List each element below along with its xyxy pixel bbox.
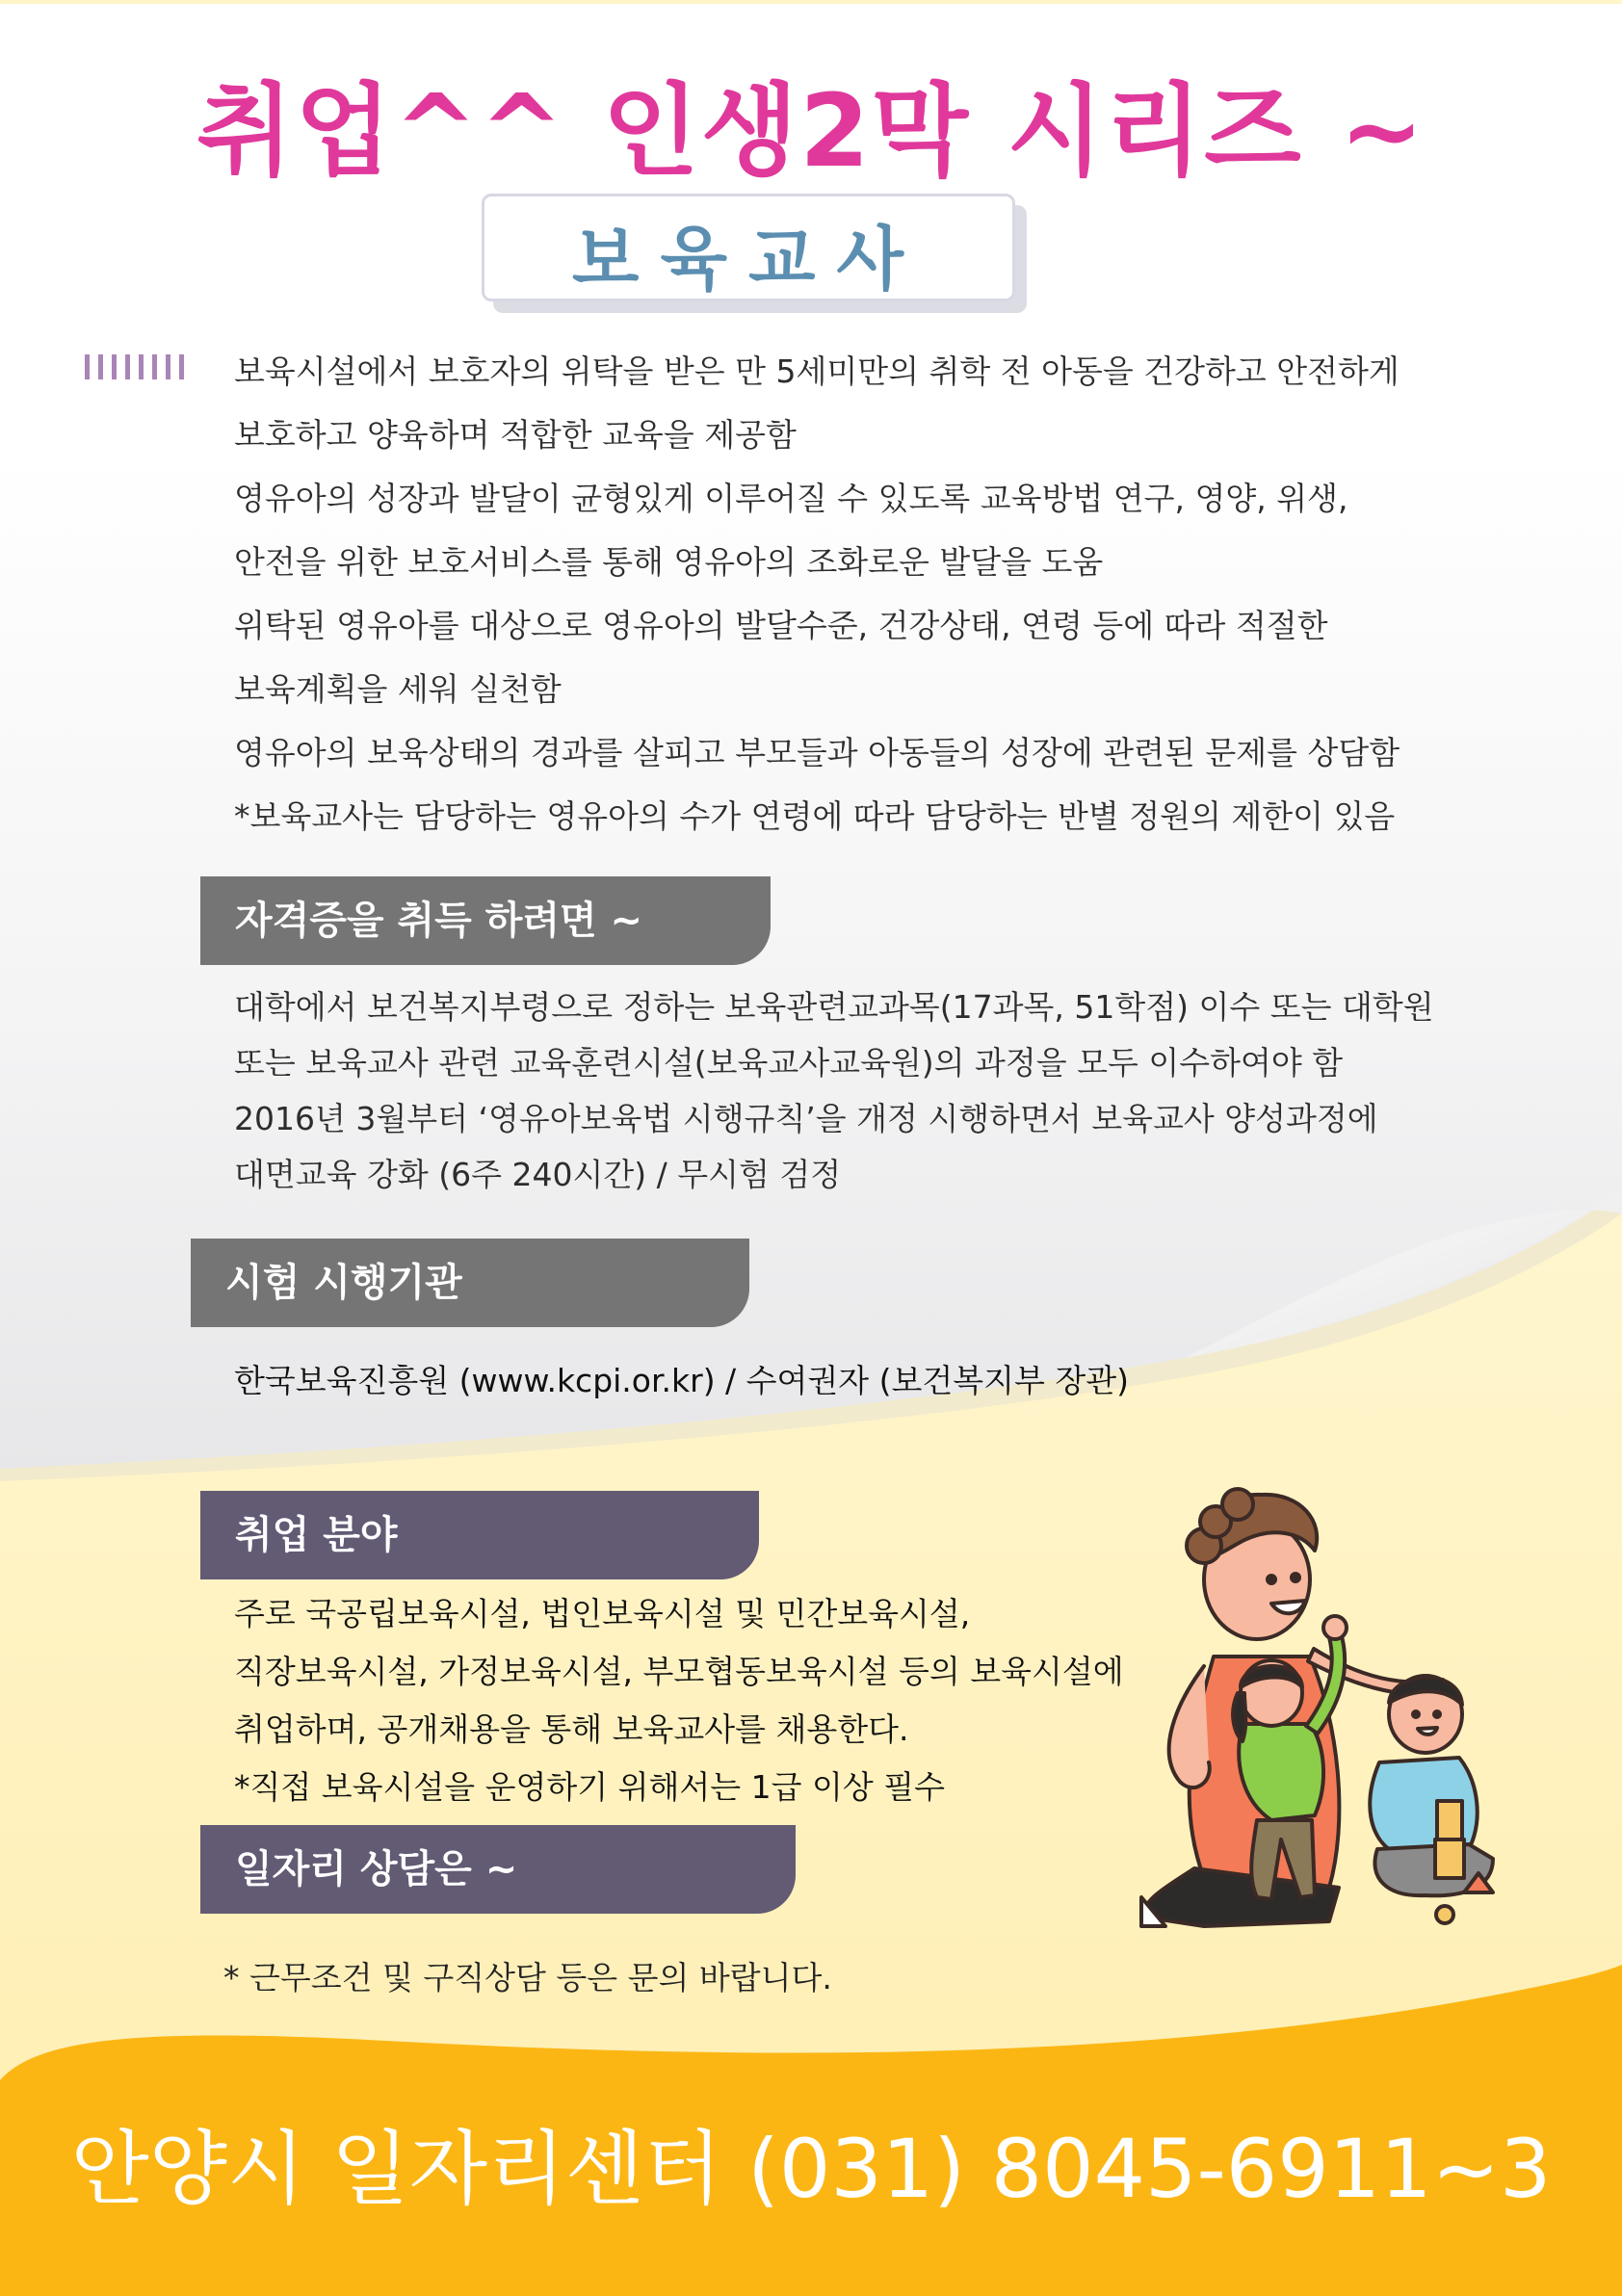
section-heading-consult: 일자리 상담은 ~ (200, 1825, 796, 1914)
dash-marker (85, 354, 184, 379)
employment-line: 취업하며, 공개채용을 통해 보육교사를 채용한다. (234, 1710, 909, 1748)
employment-line: *직접 보육시설을 운영하기 위해서는 1급 이상 필수 (234, 1768, 945, 1806)
exam-line: 한국보육진흥원 (www.kcpi.or.kr) / 수여권자 (보건복지부 장관) (234, 1362, 1130, 1399)
certificate-line: 대학에서 보건복지부령으로 정하는 보육관련교과목(17과목, 51학점) 이수 또는 대학원 (234, 988, 1434, 1026)
certificate-line: 2016년 3월부터 ‘영유아보육법 시행규칙’을 개정 시행하면서 보육교사 양성과정에 (234, 1100, 1378, 1137)
footer-contact: 안양시 일자리센터 (031) 8045-6911~3 (70, 2122, 1552, 2216)
section-heading-certificate: 자격증을 취득 하려면 ~ (200, 876, 771, 965)
intro-line: 위탁된 영유아를 대상으로 영유아의 발달수준, 건강상태, 연령 등에 따라 적절한 (234, 607, 1328, 644)
intro-line: 영유아의 성장과 발달이 균형있게 이루어질 수 있도록 교육방법 연구, 영양, 위생, (234, 480, 1348, 517)
section-heading-exam: 시험 시행기관 (191, 1239, 749, 1327)
intro-line: 영유아의 보육상태의 경과를 살피고 부모들과 아동들의 성장에 관련된 문제를 상담함 (234, 734, 1400, 771)
certificate-line: 대면교육 강화 (6주 240시간) / 무시험 검정 (234, 1156, 842, 1193)
consult-note: * 근무조건 및 구직상담 등은 문의 바랍니다. (223, 1959, 832, 1996)
subtitle: 보육교사 (571, 219, 926, 300)
intro-line: *보육교사는 담당하는 영유아의 수가 연령에 따라 담당하는 반별 정원의 제한이 있음 (234, 797, 1396, 835)
intro-line: 보육계획을 세워 실천함 (234, 670, 562, 708)
section-heading-employment: 취업 분야 (200, 1491, 759, 1579)
teacher-with-children-illustration (1137, 1435, 1551, 1955)
employment-line: 직장보육시설, 가정보육시설, 부모협동보육시설 등의 보육시설에 (234, 1653, 1124, 1690)
page-title: 취업^^ 인생2막 시리즈 ~ (196, 72, 1426, 190)
certificate-line: 또는 보육교사 관련 교육훈련시설(보육교사교육원)의 과정을 모두 이수하여야 함 (234, 1044, 1344, 1082)
intro-line: 안전을 위한 보호서비스를 통해 영유아의 조화로운 발달을 도움 (234, 543, 1104, 581)
intro-line: 보호하고 양육하며 적합한 교육을 제공함 (234, 416, 797, 454)
employment-line: 주로 국공립보육시설, 법인보육시설 및 민간보육시설, (234, 1595, 971, 1632)
intro-line: 보육시설에서 보호자의 위탁을 받은 만 5세미만의 취학 전 아동을 건강하고 안전하게 (234, 352, 1400, 390)
